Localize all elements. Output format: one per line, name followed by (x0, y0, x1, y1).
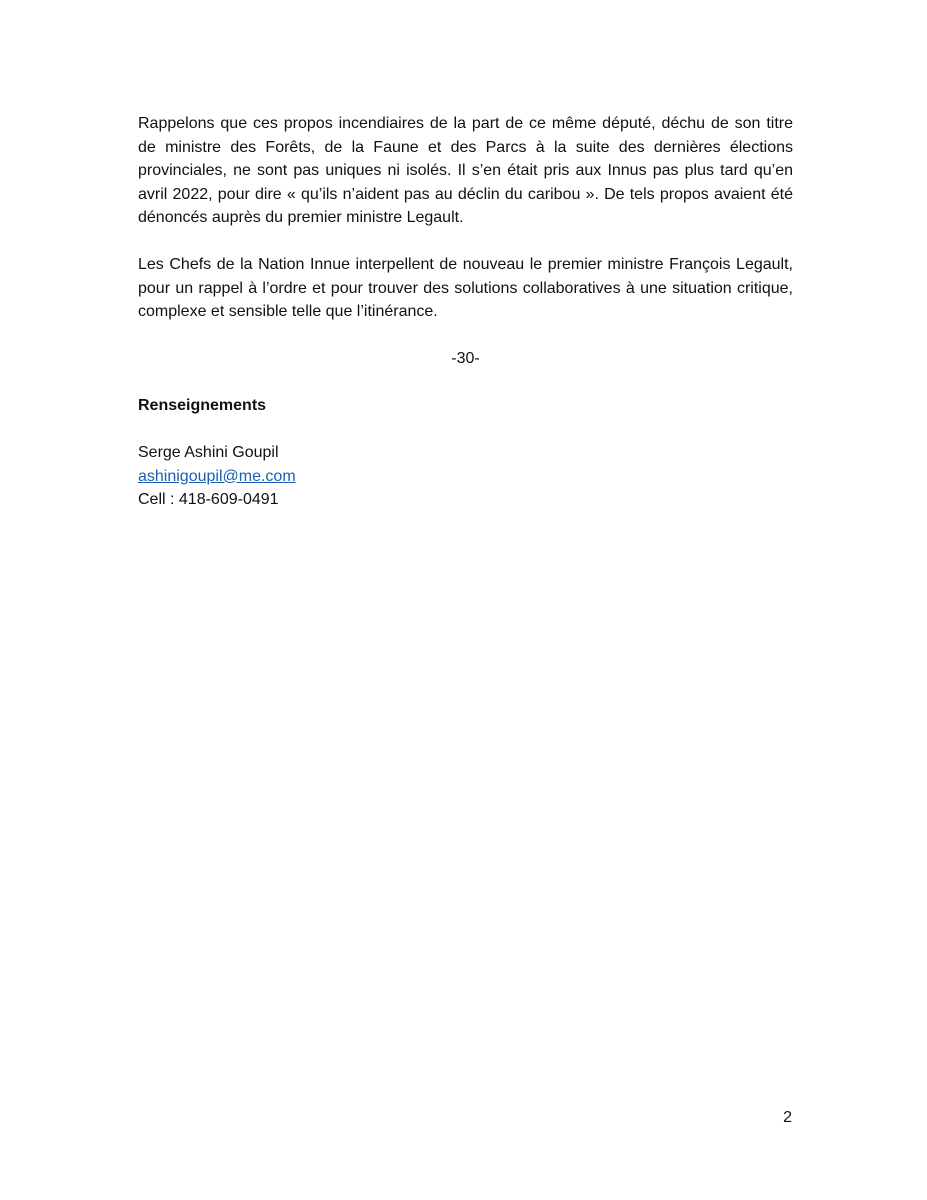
document-body (138, 112, 793, 512)
page-number: 2 (783, 1109, 792, 1126)
contact-heading: Renseignements (138, 397, 267, 414)
paragraph-2: Les Chefs de la Nation Innue interpellent de nouveau le premier ministre François Legault, pour un rappel à l’ordre et pour trouver des solutions collaboratives à une situation critique, complexe et sensible telle que l’itinérance. (138, 256, 793, 320)
end-marker: -30- (451, 350, 480, 367)
paragraph-1: Rappelons que ces propos incendiaires de la part de ce même député, déchu de son titre de ministre des Forêts, de la Faune et des Parcs à la suite des dernières élections provinciales, ne sont pas uniques ni isolés. Il s’en était pris aux Innus pas plus tard qu’en avril 2022, pour dire « qu’ils n’aident pas au déclin du caribou ». De tels propos avaient été dénoncés auprès du premier ministre Legault. (138, 115, 793, 226)
contact-phone: Cell : 418-609-0491 (138, 491, 279, 508)
contact-email-link[interactable]: ashinigoupil@me.com (138, 467, 296, 485)
contact-name: Serge Ashini Goupil (138, 444, 279, 461)
